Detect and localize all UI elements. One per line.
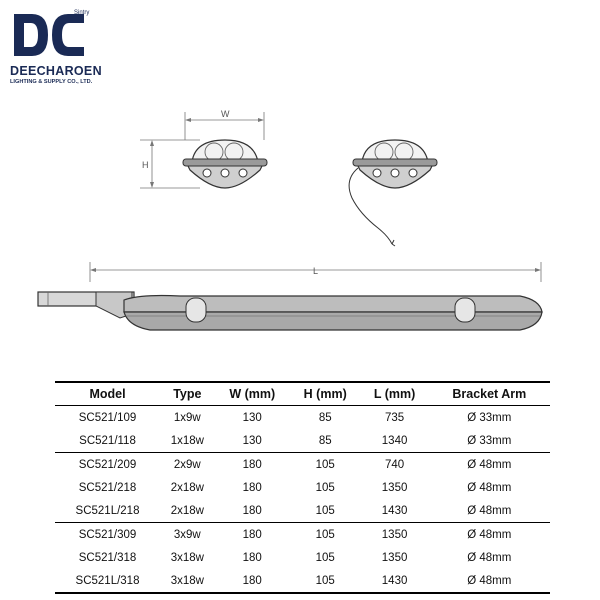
- cell-model: SC521/218: [78, 481, 137, 494]
- cell-type: 3x18w: [170, 551, 204, 564]
- company-subtitle: LIGHTING & SUPPLY CO., LTD.: [10, 79, 93, 85]
- length-dimension-label: L: [313, 266, 319, 276]
- end-view-dimensioned: [140, 109, 267, 188]
- cell-length: 1350: [381, 528, 408, 541]
- header-height: H (mm): [290, 382, 361, 406]
- cell-type: 2x18w: [160, 499, 215, 523]
- cell-height: 105: [290, 499, 361, 523]
- end-view-with-cable: [349, 140, 437, 246]
- cell-width: 180: [242, 481, 262, 494]
- cell-length: 1340: [361, 429, 429, 453]
- cell-model: SC521/118: [55, 429, 160, 453]
- cell-bracket-arm: Ø 48mm: [429, 499, 550, 523]
- cell-model: SC521/309: [78, 528, 137, 541]
- table-row: [55, 523, 550, 547]
- height-dimension-label: H: [142, 160, 149, 170]
- cell-type: 3x18w: [160, 569, 215, 593]
- spec-table: [55, 381, 550, 594]
- width-dimension-label: W: [221, 109, 230, 119]
- cell-height: 85: [290, 429, 361, 453]
- cell-height: 105: [315, 458, 335, 471]
- cell-bracket-arm: Ø 48mm: [467, 458, 512, 471]
- cell-length: 740: [384, 458, 405, 471]
- cell-width: 180: [242, 551, 262, 564]
- cell-width: 180: [242, 458, 262, 471]
- cell-width: 130: [215, 429, 290, 453]
- table-row: [55, 569, 550, 593]
- cell-width: 180: [242, 528, 262, 541]
- length-dimension: [90, 262, 541, 282]
- cell-type: 1x18w: [160, 429, 215, 453]
- cell-width: 180: [215, 569, 290, 593]
- cell-width: 180: [215, 499, 290, 523]
- header-type: Type: [160, 382, 215, 406]
- cell-height: 105: [290, 569, 361, 593]
- cell-type: 2x18w: [170, 481, 204, 494]
- cell-bracket-arm: Ø 33mm: [467, 411, 512, 424]
- table-row: [55, 476, 550, 499]
- header-length: L (mm): [361, 382, 429, 406]
- cell-length: 1430: [361, 499, 429, 523]
- cell-model: SC521/318: [78, 551, 137, 564]
- cell-length: 1350: [381, 551, 408, 564]
- table-row: [55, 546, 550, 569]
- table-row: [55, 406, 550, 430]
- logo-since-text: Sintry: [74, 10, 90, 16]
- table-row: [55, 429, 550, 453]
- cell-bracket-arm: Ø 33mm: [429, 429, 550, 453]
- cell-bracket-arm: Ø 48mm: [467, 528, 512, 541]
- cell-height: 105: [315, 528, 335, 541]
- cell-model: SC521L/218: [55, 499, 160, 523]
- cell-length: 1350: [381, 481, 408, 494]
- cell-height: 105: [315, 481, 335, 494]
- cell-model: SC521L/318: [55, 569, 160, 593]
- side-view: [38, 292, 542, 330]
- cell-height: 85: [318, 411, 332, 424]
- table-row: [55, 453, 550, 477]
- cell-model: SC521/209: [78, 458, 137, 471]
- cell-height: 105: [315, 551, 335, 564]
- cell-type: 3x9w: [173, 528, 201, 541]
- cell-bracket-arm: Ø 48mm: [467, 481, 512, 494]
- cell-type: 1x9w: [173, 411, 201, 424]
- cell-length: 1430: [361, 569, 429, 593]
- cell-width: 130: [242, 411, 262, 424]
- cell-model: SC521/109: [78, 411, 137, 424]
- header-width: W (mm): [215, 382, 290, 406]
- cell-bracket-arm: Ø 48mm: [429, 569, 550, 593]
- table-row: [55, 499, 550, 523]
- cell-type: 2x9w: [173, 458, 201, 471]
- cell-bracket-arm: Ø 48mm: [467, 551, 512, 564]
- table-header-row: [55, 382, 550, 406]
- company-name: DEECHAROEN: [10, 64, 102, 78]
- cell-length: 735: [384, 411, 405, 424]
- header-model: Model: [55, 382, 160, 406]
- header-bracket-arm: Bracket Arm: [429, 382, 550, 406]
